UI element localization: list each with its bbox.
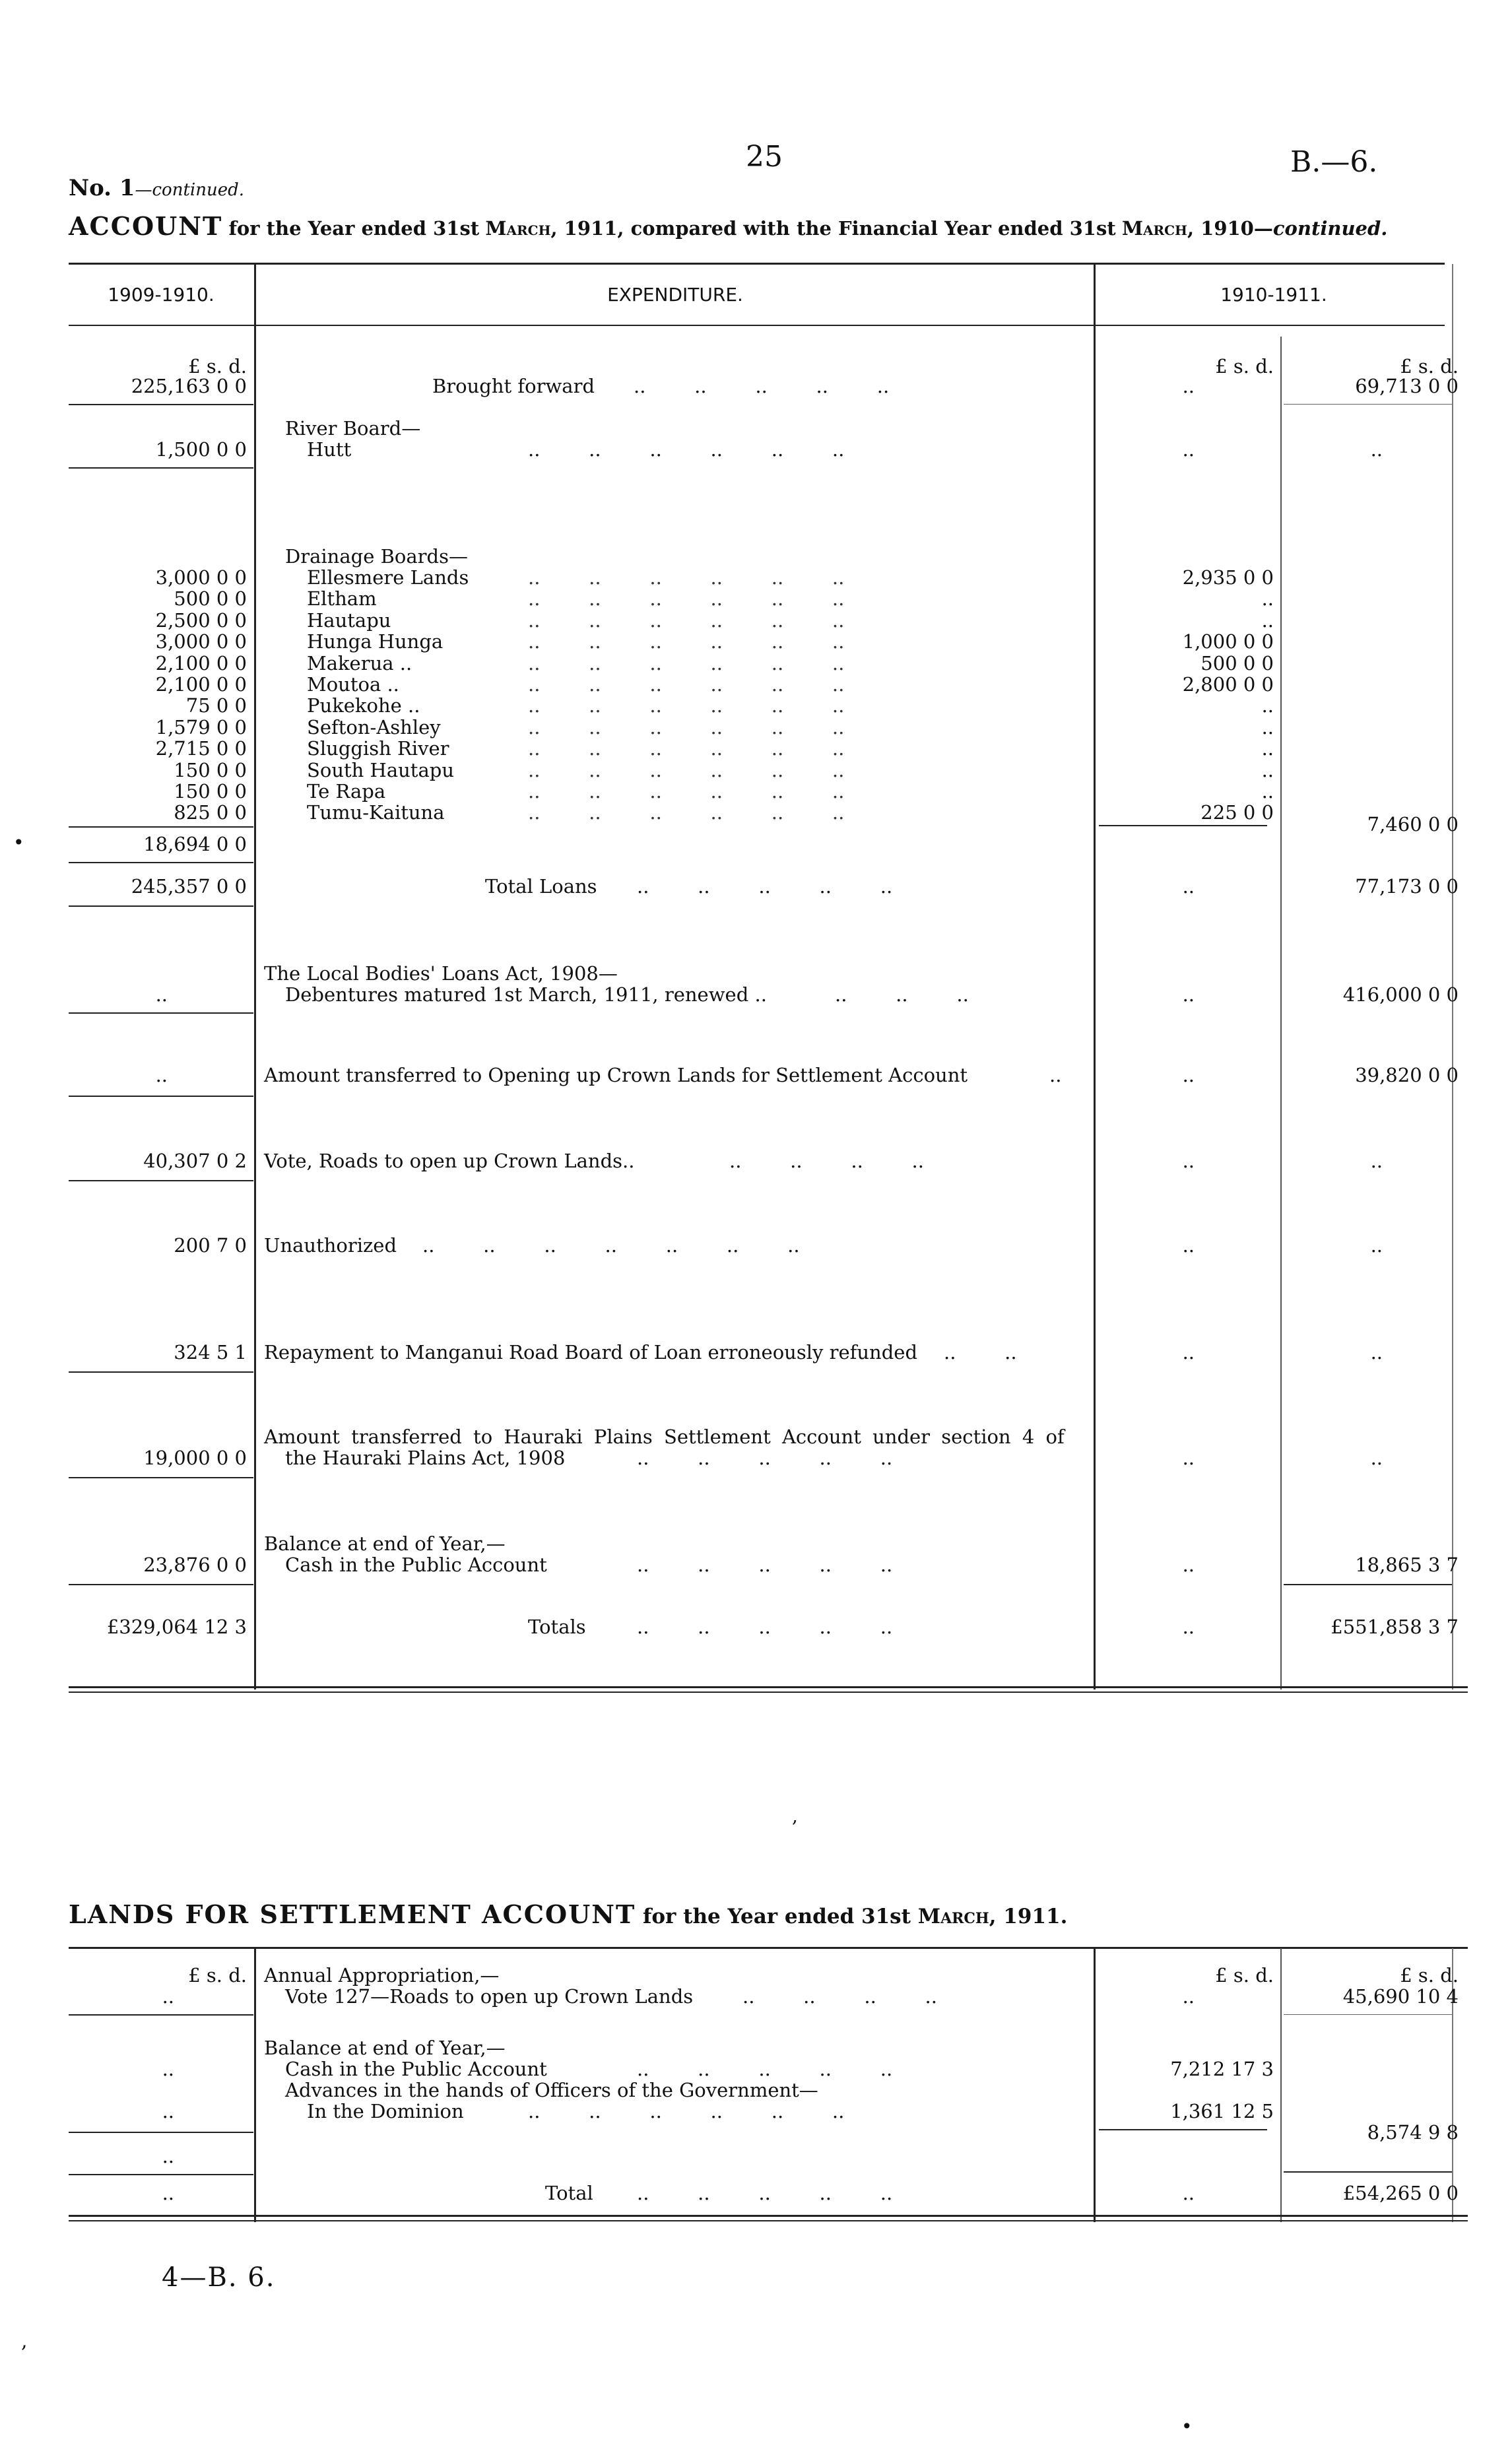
drainage-row-name: Tumu-Kaituna: [307, 801, 445, 824]
lands-rule-balance-left: [69, 2132, 253, 2133]
lands-cash-item: Cash in the Public Account: [285, 2058, 547, 2080]
drainage-row-left: 825 0 0: [174, 801, 247, 824]
river-board-heading: River Board—: [285, 417, 421, 440]
left-margin-dot: •: [13, 832, 24, 853]
vote-roads-left: 40,307 0 2: [143, 1150, 247, 1172]
repayment-left: 324 5 1: [174, 1341, 247, 1363]
hauraki-left: 19,000 0 0: [143, 1447, 247, 1469]
drainage-row-left: 1,579 0 0: [155, 716, 247, 739]
lands-rule-blank: [69, 2174, 253, 2175]
col-header-expenditure: EXPENDITURE.: [607, 284, 743, 306]
lands-inner-divider: [1280, 1948, 1282, 2222]
statement-number: [69, 175, 244, 201]
lands-currency-left: £ s. d.: [188, 1964, 247, 1987]
drainage-row-name: Eltham: [307, 587, 377, 610]
lands-annual-heading: Annual Appropriation,—: [264, 1964, 500, 1987]
lands-currency-right: £ s. d.: [1400, 1964, 1459, 1987]
drainage-row-left: 75 0 0: [185, 694, 247, 717]
page-number: 25: [746, 140, 783, 174]
lands-rule-annual: [69, 2014, 253, 2016]
vote-roads-leader: .. .. .. ..: [729, 1150, 924, 1172]
drainage-row-name: Sluggish River: [307, 737, 449, 760]
brought-forward-label: Brought forward: [432, 375, 595, 397]
table1-right-edge: [1452, 264, 1453, 1690]
crown-lands-transfer-leader: ..: [1049, 1064, 1062, 1086]
lands-dominion-leader: .. .. .. .. .. ..: [528, 2100, 845, 2122]
lands-title-pre: for the Year ended 31st: [643, 1905, 911, 1928]
lands-annual-leader: .. .. .. ..: [742, 1985, 937, 2008]
rule-river: [69, 467, 253, 469]
currency-header-inner: £ s. d.: [1215, 355, 1274, 378]
river-board-hutt: Hutt: [307, 438, 352, 461]
drainage-total-right: 7,460 0 0: [1367, 813, 1459, 836]
account-title-bold: ACCOUNT: [69, 211, 223, 241]
drainage-row-left: 2,100 0 0: [155, 652, 247, 674]
crown-lands-transfer-label: Amount transferred to Opening up Crown Lands for Settlement Account: [264, 1064, 968, 1086]
lands-balance-right: 8,574 9 8: [1367, 2121, 1459, 2144]
drainage-row-name: Makerua ..: [307, 652, 412, 674]
account-subtitle-march1: March: [485, 217, 551, 240]
drainage-row-inner: ..: [1261, 609, 1274, 632]
table1-inner-divider: [1280, 337, 1282, 1690]
lands-dominion-left: ..: [162, 2100, 174, 2122]
rule-bf: [69, 404, 253, 405]
rule-drainage-left: [69, 826, 253, 828]
drainage-row-leader: .. .. .. .. .. ..: [528, 673, 845, 696]
lands-top-rule: [69, 1947, 1468, 1949]
drainage-row-left: 150 0 0: [174, 759, 247, 781]
lands-cash-leader: .. .. .. .. ..: [637, 2058, 893, 2080]
repayment-inner: ..: [1182, 1341, 1195, 1363]
drainage-row-inner: ..: [1261, 759, 1274, 781]
drainage-row-left: 3,000 0 0: [155, 630, 247, 653]
drainage-row-name: Hautapu: [307, 609, 391, 632]
drainage-row-name: Te Rapa: [307, 780, 386, 803]
balance-inner: ..: [1182, 1554, 1195, 1576]
table1-header-rule: [69, 325, 1445, 326]
rule-total-loans: [69, 905, 253, 907]
local-bodies-line1: The Local Bodies' Loans Act, 1908—: [264, 962, 618, 985]
lands-dominion-inner: 1,361 12 5: [1170, 2100, 1274, 2122]
brought-forward-inner: ..: [1182, 375, 1195, 397]
rule-balance-right: [1284, 1584, 1452, 1585]
lands-title-bold: LANDS FOR SETTLEMENT ACCOUNT: [69, 1899, 636, 1929]
account-subtitle-pre: for the Year ended 31st: [228, 217, 480, 240]
drainage-heading: Drainage Boards—: [285, 545, 468, 568]
repayment-right: ..: [1370, 1341, 1383, 1363]
drainage-row-name: Pukekohe ..: [307, 694, 420, 717]
river-board-right: ..: [1370, 438, 1383, 461]
rule-drainage-total: [69, 862, 253, 863]
drainage-row-inner: ..: [1261, 737, 1274, 760]
hauraki-line2: the Hauraki Plains Act, 1908: [285, 1447, 566, 1469]
crown-lands-transfer-left: ..: [155, 1064, 168, 1086]
drainage-row-inner: ..: [1261, 716, 1274, 739]
rule-drainage-inner: [1099, 825, 1267, 826]
crown-lands-transfer-right: 39,820 0 0: [1355, 1064, 1459, 1086]
document-code: B.—6.: [1290, 145, 1378, 179]
lands-left-divider: [254, 1948, 256, 2222]
lands-total-leader: .. .. .. .. ..: [637, 2182, 893, 2204]
totals-leader: .. .. .. .. ..: [637, 1616, 893, 1638]
lands-cash-left: ..: [162, 2058, 174, 2080]
total-loans-right: 77,173 0 0: [1355, 875, 1459, 898]
statement-number-label: No. 1: [69, 175, 135, 201]
lands-bottom-rule-2: [69, 2220, 1468, 2221]
drainage-row-inner: 225 0 0: [1200, 801, 1274, 824]
drainage-row-inner: ..: [1261, 694, 1274, 717]
drainage-row-leader: .. .. .. .. .. ..: [528, 759, 845, 781]
lands-total-inner: ..: [1182, 2182, 1195, 2204]
brought-forward-leader: .. .. .. .. ..: [634, 375, 890, 397]
unauthorized-inner: ..: [1182, 1234, 1195, 1257]
table1-right-col-divider: [1094, 264, 1096, 1690]
col-header-1910-1911: 1910-1911.: [1220, 284, 1327, 306]
lands-annual-item: Vote 127—Roads to open up Crown Lands: [285, 1985, 694, 2008]
lands-rule-annual-right: [1284, 2014, 1452, 2015]
brought-forward-right: 69,713 0 0: [1355, 375, 1459, 397]
drainage-row-left: 500 0 0: [174, 587, 247, 610]
stray-mark: ,: [792, 1805, 798, 1827]
lands-rule-dominion: [1099, 2129, 1267, 2130]
balance-right: 18,865 3 7: [1355, 1554, 1459, 1576]
hauraki-inner: ..: [1182, 1447, 1195, 1469]
drainage-row-left: 3,000 0 0: [155, 566, 247, 589]
repayment-leader: .. ..: [944, 1341, 1017, 1363]
lands-rule-balance-right: [1284, 2171, 1452, 2173]
rule-crown-lands: [69, 1096, 253, 1097]
lands-bottom-rule: [69, 2215, 1468, 2217]
rule-vote-roads: [69, 1180, 253, 1181]
lands-balance-heading: Balance at end of Year,—: [264, 2037, 506, 2059]
balance-leader: .. .. .. .. ..: [637, 1554, 893, 1576]
drainage-row-inner: ..: [1261, 780, 1274, 803]
lands-annual-right: 45,690 10 4: [1342, 1985, 1459, 2008]
drainage-row-left: 2,500 0 0: [155, 609, 247, 632]
vote-roads-label: Vote, Roads to open up Crown Lands..: [264, 1150, 635, 1172]
lands-annual-left: ..: [162, 1985, 174, 2008]
account-title: [69, 211, 1387, 241]
totals-left: £329,064 12 3: [106, 1616, 247, 1638]
drainage-row-inner: 2,935 0 0: [1182, 566, 1274, 589]
drainage-row-name: Moutoa ..: [307, 673, 399, 696]
currency-header-right: £ s. d.: [1400, 355, 1459, 378]
statement-continued: —continued.: [135, 180, 245, 200]
drainage-row-inner: 500 0 0: [1200, 652, 1274, 674]
local-bodies-right: 416,000 0 0: [1342, 983, 1459, 1006]
bottom-dot: •: [1181, 2415, 1193, 2437]
lands-dominion-item: In the Dominion: [307, 2100, 464, 2122]
local-bodies-left: ..: [155, 983, 168, 1006]
unauthorized-right: ..: [1370, 1234, 1383, 1257]
currency-header-left: £ s. d.: [188, 355, 247, 378]
lands-title-post: , 1911.: [989, 1905, 1068, 1928]
signature-mark: 4—B. 6.: [162, 2262, 276, 2293]
drainage-row-name: South Hautapu: [307, 759, 454, 781]
drainage-row-leader: .. .. .. .. .. ..: [528, 566, 845, 589]
balance-line2: Cash in the Public Account: [285, 1554, 547, 1576]
balance-left: 23,876 0 0: [143, 1554, 247, 1576]
account-subtitle-continued: continued.: [1272, 217, 1388, 240]
table1-left-col-divider: [254, 264, 256, 1690]
account-subtitle-march2: March: [1121, 217, 1187, 240]
total-loans-label: Total Loans: [485, 875, 597, 898]
vote-roads-right: ..: [1370, 1150, 1383, 1172]
drainage-row-leader: .. .. .. .. .. ..: [528, 630, 845, 653]
lands-total-label: Total: [545, 2182, 593, 2204]
col-header-1909-1910: 1909-1910.: [108, 284, 214, 306]
drainage-row-leader: .. .. .. .. .. ..: [528, 801, 845, 824]
unauthorized-label: Unauthorized: [264, 1234, 397, 1257]
margin-mark: ,: [21, 2330, 28, 2353]
hauraki-line1: Amount transferred to Hauraki Plains Settlement Account under section 4 of: [264, 1426, 1065, 1448]
drainage-row-inner: 1,000 0 0: [1182, 630, 1274, 653]
table1-bottom-rule: [69, 1686, 1468, 1688]
drainage-row-leader: .. .. .. .. .. ..: [528, 587, 845, 610]
repayment-label: Repayment to Manganui Road Board of Loan erroneously refunded: [264, 1341, 918, 1363]
table1-bottom-rule-2: [69, 1691, 1468, 1693]
rule-repayment: [69, 1371, 253, 1373]
local-bodies-inner: ..: [1182, 983, 1195, 1006]
drainage-row-leader: .. .. .. .. .. ..: [528, 716, 845, 739]
totals-inner: ..: [1182, 1616, 1195, 1638]
balance-line1: Balance at end of Year,—: [264, 1532, 506, 1555]
rule-hauraki: [69, 1477, 253, 1478]
river-board-leader: .. .. .. .. .. ..: [528, 438, 845, 461]
lands-title-march: March: [917, 1905, 989, 1928]
crown-lands-transfer-inner: ..: [1182, 1064, 1195, 1086]
total-loans-inner: ..: [1182, 875, 1195, 898]
drainage-row-leader: .. .. .. .. .. ..: [528, 694, 845, 717]
hauraki-right: ..: [1370, 1447, 1383, 1469]
unauthorized-left: 200 7 0: [174, 1234, 247, 1257]
rule-local-bodies: [69, 1012, 253, 1014]
river-board-left: 1,500 0 0: [155, 438, 247, 461]
drainage-row-name: Ellesmere Lands: [307, 566, 469, 589]
drainage-row-leader: .. .. .. .. .. ..: [528, 609, 845, 632]
lands-annual-inner: ..: [1182, 1985, 1195, 2008]
unauthorized-leader: .. .. .. .. .. .. ..: [422, 1234, 800, 1257]
drainage-row-inner: 2,800 0 0: [1182, 673, 1274, 696]
lands-title: [69, 1899, 1067, 1929]
totals-right: £551,858 3 7: [1331, 1616, 1459, 1638]
lands-total-right: £54,265 0 0: [1342, 2182, 1459, 2204]
total-loans-leader: .. .. .. .. ..: [637, 875, 893, 898]
lands-currency-inner: £ s. d.: [1215, 1964, 1274, 1987]
drainage-row-leader: .. .. .. .. .. ..: [528, 780, 845, 803]
drainage-row-left: 2,715 0 0: [155, 737, 247, 760]
drainage-row-inner: ..: [1261, 587, 1274, 610]
local-bodies-leader: .. .. ..: [835, 983, 969, 1006]
account-subtitle-mid: , 1911, compared with the Financial Year ended 31st: [550, 217, 1116, 240]
vote-roads-inner: ..: [1182, 1150, 1195, 1172]
drainage-total-left: 18,694 0 0: [143, 833, 247, 855]
brought-forward-left: 225,163 0 0: [131, 375, 247, 397]
lands-blank-left: ..: [162, 2145, 174, 2167]
hauraki-leader: .. .. .. .. ..: [637, 1447, 893, 1469]
total-loans-left: 245,357 0 0: [131, 875, 247, 898]
drainage-row-left: 150 0 0: [174, 780, 247, 803]
table1-top-rule: [69, 263, 1445, 265]
drainage-row-left: 2,100 0 0: [155, 673, 247, 696]
rule-bf-right: [1284, 404, 1452, 405]
drainage-row-name: Hunga Hunga: [307, 630, 444, 653]
lands-total-left: ..: [162, 2182, 174, 2204]
drainage-row-leader: .. .. .. .. .. ..: [528, 652, 845, 674]
drainage-row-leader: .. .. .. .. .. ..: [528, 737, 845, 760]
river-board-inner: ..: [1182, 438, 1195, 461]
account-subtitle-post: , 1910—: [1187, 217, 1273, 240]
rule-balance-left: [69, 1584, 253, 1585]
lands-cash-inner: 7,212 17 3: [1170, 2058, 1274, 2080]
drainage-row-name: Sefton-Ashley: [307, 716, 441, 739]
lands-advances-item: Advances in the hands of Officers of the Government—: [285, 2079, 818, 2101]
local-bodies-line2: Debentures matured 1st March, 1911, renewed ..: [285, 983, 767, 1006]
totals-label: Totals: [528, 1616, 586, 1638]
